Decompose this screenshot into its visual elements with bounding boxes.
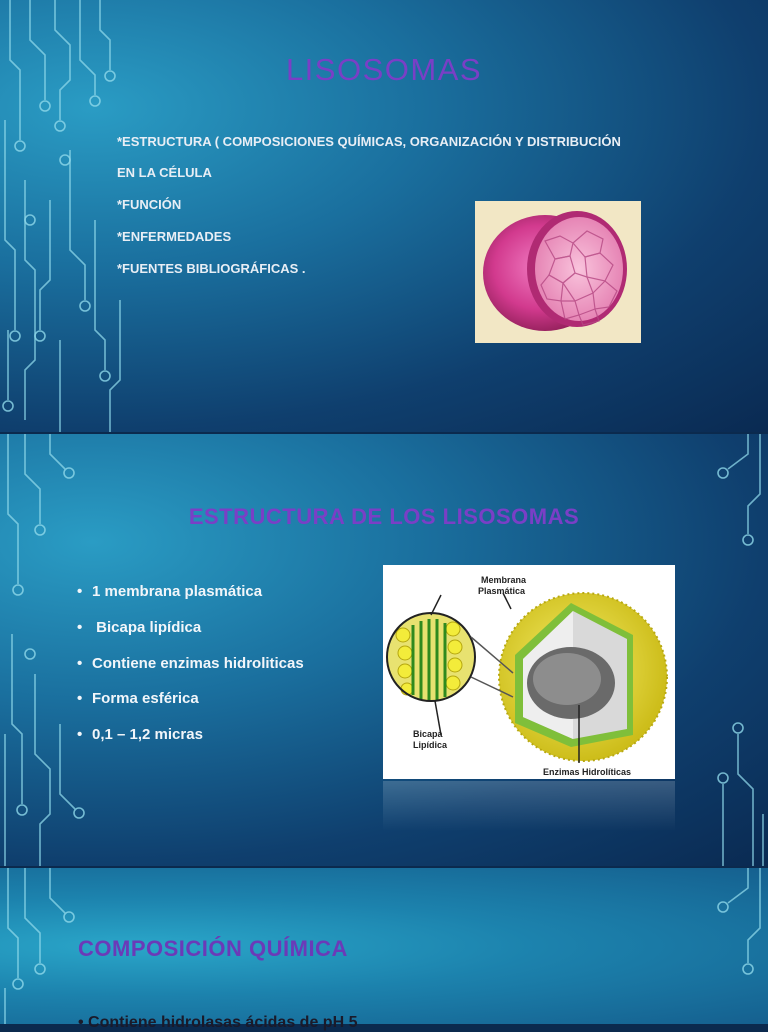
slide-2-title: ESTRUCTURA DE LOS LISOSOMAS: [188, 504, 580, 529]
label-membrana-plasmatica: Membrana: [481, 575, 527, 585]
diagram-reflection: [383, 781, 675, 831]
topic-item-estructura-cont: EN LA CÉLULA: [117, 165, 212, 180]
bullet-icon: •: [77, 583, 83, 600]
topic-item-fuentes: *FUENTES BIBLIOGRÁFICAS .: [117, 261, 306, 276]
lysosome-illustration: [475, 201, 641, 343]
circuit-decoration-right: [708, 868, 768, 1024]
slide-1: [0, 0, 768, 432]
lysosome-structure-diagram: [383, 565, 675, 779]
bullet-icon: •: [77, 726, 83, 743]
circuit-decoration-left: [0, 434, 110, 866]
bullet-text: Forma esférica: [92, 690, 199, 707]
label-enzimas-hidroliticas: Enzimas Hidrolíticas: [543, 767, 632, 777]
slide-3-first-bullet: • Contiene hidrolasas ácidas de pH 5: [78, 1014, 358, 1031]
label-membrana-plasmatica-2: Plasmática: [478, 586, 526, 596]
circuit-decoration-right: [708, 434, 768, 866]
bullet-item-enzimas: [77, 655, 304, 672]
bullet-item-tamano: [77, 726, 203, 743]
bullet-text: 1 membrana plasmática: [92, 583, 263, 600]
slide-3-title: COMPOSICIÓN QUÍMICA: [78, 936, 348, 961]
label-bicapa-lipidica: Bicapa: [413, 729, 443, 739]
lysosome-diagram-icon: [383, 565, 675, 779]
bullet-item-bicapa: [77, 619, 201, 636]
bullet-item-membrana: [77, 583, 262, 600]
topic-item-enfermedades: *ENFERMEDADES: [117, 229, 232, 244]
bullet-text: 0,1 – 1,2 micras: [92, 726, 203, 743]
label-bicapa-lipidica-2: Lipídica: [413, 740, 448, 750]
bullet-text: Bicapa lipídica: [92, 619, 202, 636]
bullet-item-forma: [77, 690, 199, 707]
bullet-icon: •: [77, 619, 83, 636]
bullet-text: Contiene enzimas hidroliticas: [92, 655, 304, 672]
lysosome-illustration-icon: [475, 201, 641, 343]
bullet-icon: •: [77, 655, 83, 672]
bullet-icon: •: [77, 690, 83, 707]
topic-item-estructura: *ESTRUCTURA ( COMPOSICIONES QUÍMICAS, ORGANIZACIÓN Y DISTRIBUCIÓN: [117, 134, 621, 149]
slide-1-title: LISOSOMAS: [285, 52, 483, 87]
topic-item-funcion: *FUNCIÓN: [117, 197, 182, 212]
